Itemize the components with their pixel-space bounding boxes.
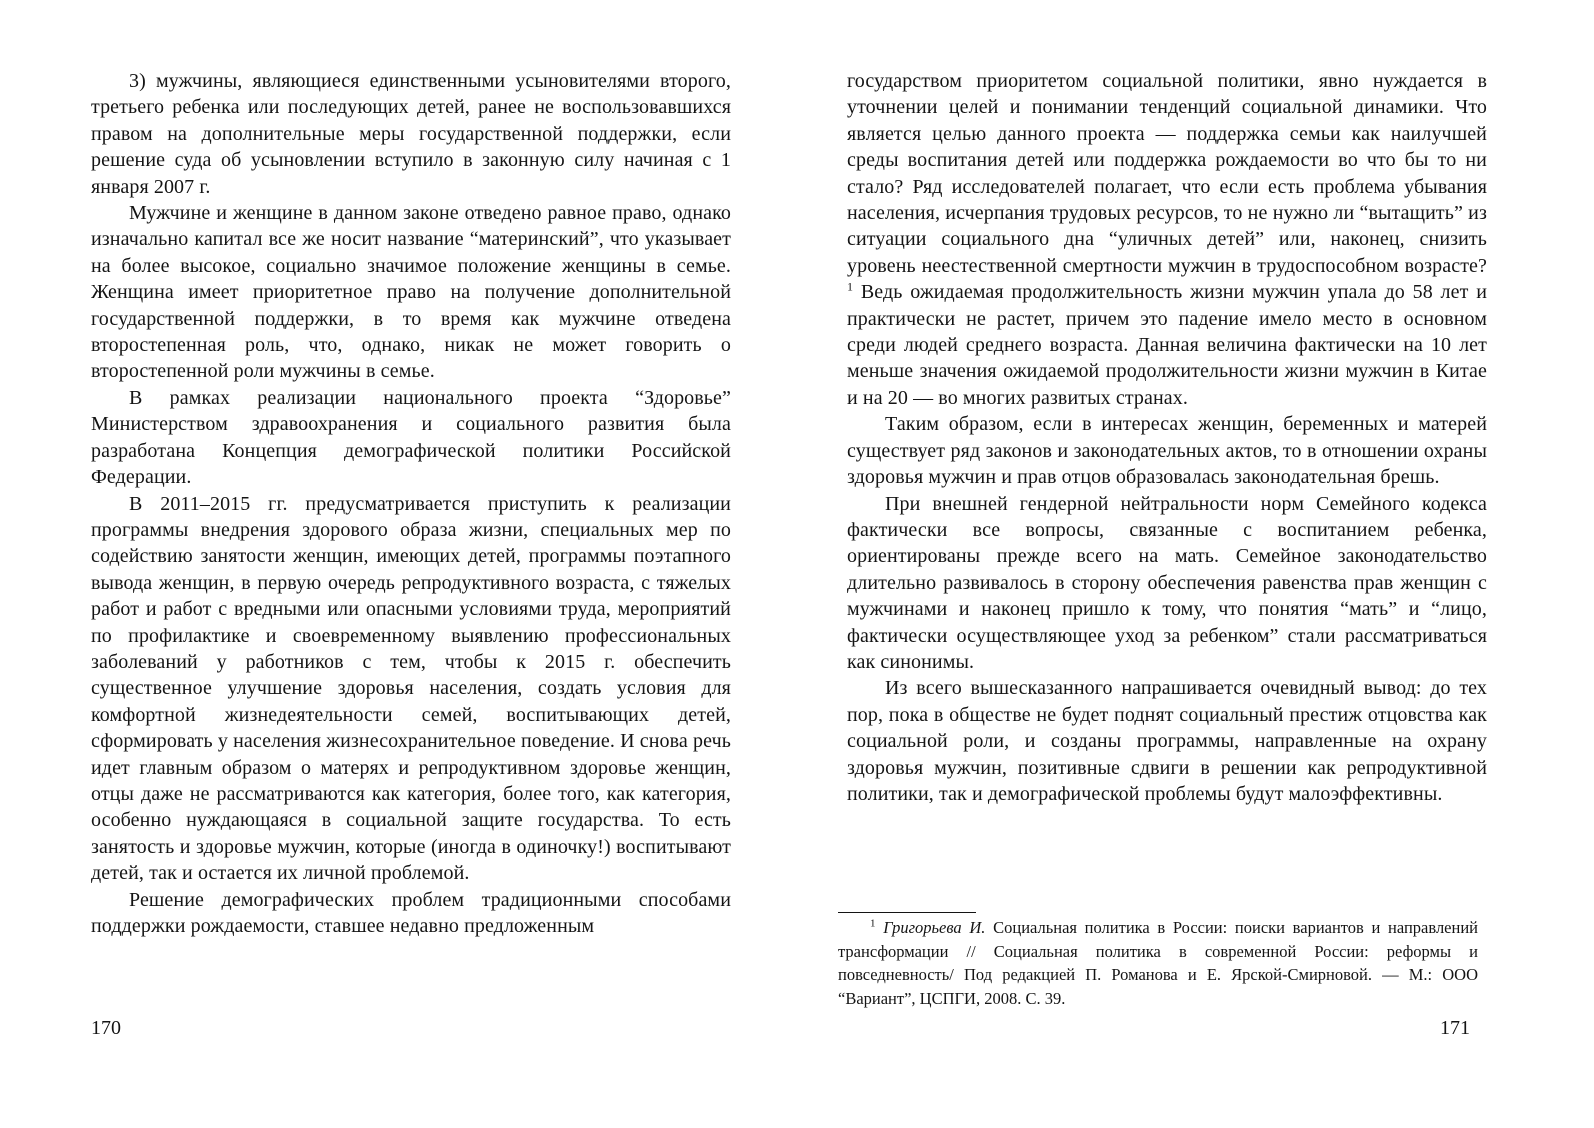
paragraph-continued [847, 68, 1487, 411]
footnote-reference[interactable]: 1 [847, 279, 854, 294]
paragraph: Из всего вышесказанного напрашивается очевидный вывод: до тех пор, пока в обществе не будет поднят социальный престиж отцовства как социальной роли, и созданы программы, направленные на охрану здоровья мужчин, позитивные сдвиги в решении как репродуктивной политики, так и демографической проблемы будут малоэффективны. [847, 677, 1487, 805]
footnote-number: 1 [870, 917, 876, 930]
footnote-paragraph [838, 916, 1478, 1010]
footnote-text: Социальная политика в России: поиски вариантов и направлений трансформации // Социальная политика в современной России: реформы и повседневность/ Под редакцией П. Романова и Е. Ярской-Смирновой. — М.: ООО “Вариант”, ЦСПГИ, 2008. С. 39. [838, 918, 1478, 1008]
right-page-text [847, 68, 1487, 807]
paragraph: 3) мужчины, являющиеся единственными усыновителями второго, третьего ребенка или последующих детей, ранее не воспользовавшихся правом на дополнительные меры государственной поддержки, если решение суда об усыновлении вступило в законную силу начиная с 1 января 2007 г. [91, 70, 731, 198]
paragraph-text: Ведь ожидаемая продолжительность жизни мужчин упала до 58 лет и практически не растет, причем это падение имело место в основном среди людей среднего возраста. Данная величина фактически на 10 лет меньше значения ожидаемой продолжительности жизни мужчин в Китае и на 20 — во многих развитых странах. [847, 281, 1487, 409]
paragraph: Мужчине и женщине в данном законе отведено равное право, однако изначально капитал все же носит название “материнский”, что указывает на более высокое, социально значимое положение женщины в семье. Женщина имеет приоритетное право на получение дополнительной государственной поддержки, в то время как мужчине отведена второстепенная роль, что, однако, никак не может говорить о второстепенной роли мужчины в семье. [91, 202, 731, 383]
page-number-left: 170 [91, 1017, 121, 1039]
page-number-right: 171 [1440, 1017, 1470, 1039]
footnote-divider [838, 912, 976, 913]
footnote-author: Григорьева И. [883, 918, 986, 937]
paragraph: Решение демографических проблем традиционными способами поддержки рождаемости, ставшее недавно предложенным [91, 888, 731, 937]
paragraph: Таким образом, если в интересах женщин, беременных и матерей существует ряд законов и законодательных актов, то в отношении охраны здоровья мужчин и прав отцов образовалась законодательная брешь. [847, 413, 1487, 489]
left-page-text [91, 68, 731, 939]
paragraph: В рамках реализации национального проекта “Здоровье” Министерством здравоохранения и социального развития была разработана Концепция демографической политики Российской Федерации. [91, 386, 731, 489]
paragraph-text: государством приоритетом социальной политики, явно нуждается в уточнении целей и понимании тенденций социальной динамики. Что является целью данного проекта — поддержка семьи как наилучшей среды воспитания детей или поддержка рождаемости во что бы то ни стало? Ряд исследователей полагает, что если есть проблема убывания населения, исчерпания трудовых ресурсов, то не нужно ли “вытащить” из ситуации социального дна “уличных детей” или, наконец, снизить уровень неестественной смертности мужчин в трудоспособном возрасте? [847, 70, 1487, 277]
paragraph: В 2011–2015 гг. предусматривается приступить к реализации программы внедрения здорового образа жизни, специальных мер по содействию занятости женщин, имеющих детей, программы поэтапного вывода женщин, в первую очередь репродуктивного возраста, с тяжелых работ и работ с вредными или опасными условиями труда, мероприятий по профилактике и своевременному выявлению профессиональных заболеваний у работников с тем, чтобы к 2015 г. обеспечить существенное улучшение здоровья населения, создать условия для комфортной жизнедеятельности семей, воспитывающих детей, сформировать у населения жизнесохранительное поведение. И снова речь идет главным образом о матерях и репродуктивном здоровье женщин, отцы даже не рассматриваются как категория, более того, как категория, особенно нуждающаяся в социальной защите государства. То есть занятость и здоровье мужчин, которые (иногда в одиночку!) воспитывают детей, так и остается их личной проблемой. [91, 492, 731, 885]
footnote [838, 916, 1478, 1010]
paragraph: При внешней гендерной нейтральности норм Семейного кодекса фактически все вопросы, связанные с воспитанием ребенка, ориентированы прежде всего на мать. Семейное законодательство длительно развивалось в сторону обеспечения равенства прав женщин с мужчинами и наконец пришло к тому, что понятия “мать” и “лицо, фактически осуществляющее уход за ребенком” стали рассматриваться как синонимы. [847, 492, 1487, 673]
